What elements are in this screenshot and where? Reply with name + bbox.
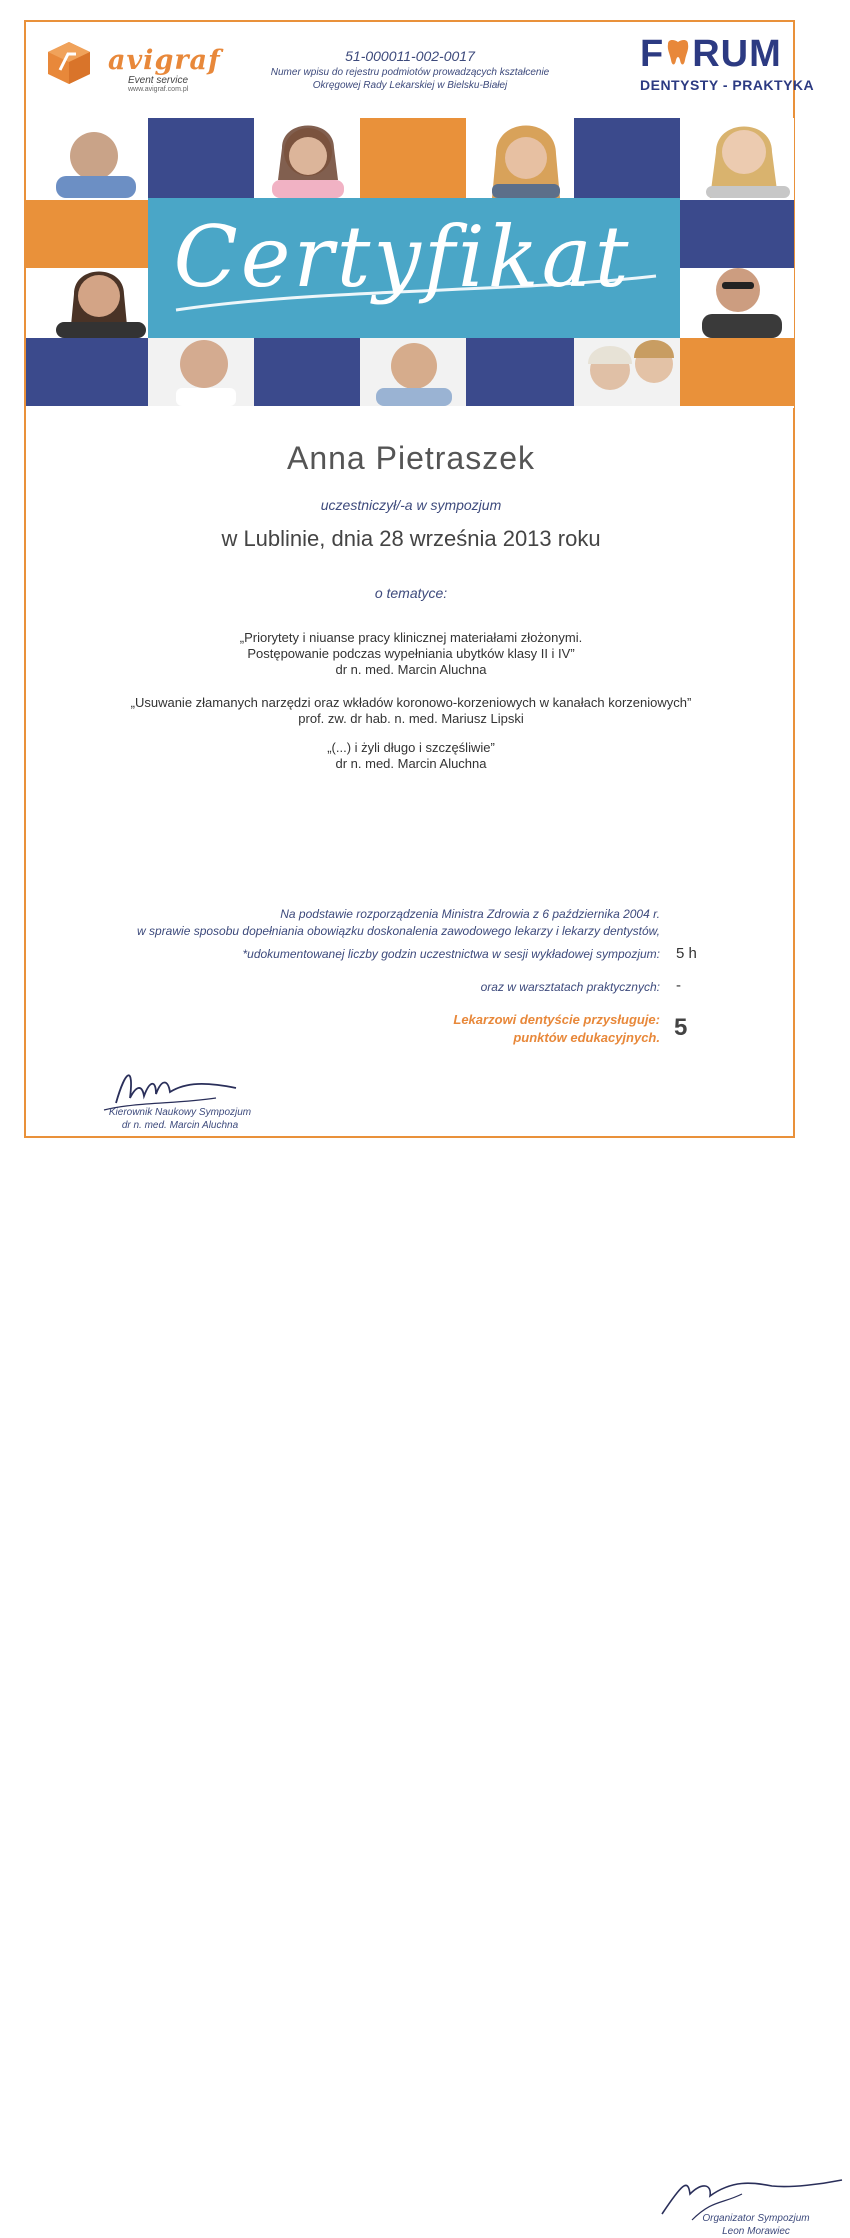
lecture-hours-value: 5 h — [676, 945, 697, 962]
forum-letters-rum: RUM — [692, 33, 782, 75]
legal-basis-line-2: w sprawie sposobu dopełniania obowiązku doskonalenia zawodowego lekarzy i lekarzy dentystów, — [137, 924, 660, 938]
banner-tile — [680, 200, 794, 268]
banner-tile — [360, 118, 466, 198]
workshop-hours-label: oraz w warsztatach praktycznych: — [480, 980, 660, 994]
lecture-title: „Usuwanie złamanych narzędzi oraz wkładów koronowo-korzeniowych w kanałach korzeniowych” — [130, 695, 692, 710]
forum-letter-f: F — [640, 33, 665, 75]
registry-description — [255, 66, 565, 92]
certificate-title: Certyfikat — [173, 208, 632, 306]
right-signatory — [656, 2212, 850, 2238]
registry-number: 51-000011-002-0017 — [345, 48, 475, 64]
lecture-speaker: prof. zw. dr hab. n. med. Mariusz Lipski — [298, 711, 524, 726]
lecture-speaker: dr n. med. Marcin Aluchna — [335, 756, 487, 771]
lecture-title: Postępowanie podczas wypełniania ubytków klasy II i IV” — [247, 646, 575, 661]
registry-desc-line-2: Okręgowej Rady Lekarskiej w Bielsku-Białej — [312, 80, 508, 91]
lecture-item — [40, 695, 782, 727]
registry-desc-line-1: Numer wpisu do rejestru podmiotów prowadzących kształcenie — [270, 67, 550, 78]
place-date: w Lublinie, dnia 28 września 2013 roku — [221, 526, 601, 551]
portrait-photo — [148, 338, 254, 406]
recipient-name: Anna Pietraszek — [286, 440, 535, 476]
lecture-title: „Priorytety i niuanse pracy klinicznej materiałami złożonymi. — [239, 630, 583, 645]
portrait-photo — [492, 126, 560, 199]
points-label-line-2: punktów edukacyjnych. — [513, 1030, 660, 1045]
lecture-item — [40, 740, 782, 772]
avigraf-brand-url: www.avigraf.com.pl — [128, 86, 189, 93]
banner-tile — [254, 338, 360, 406]
lecture-title: „(...) i żyli długo i szczęśliwie” — [327, 740, 495, 755]
forum-subtitle: DENTYSTY - PRAKTYKA — [640, 77, 815, 93]
lecture-hours-label: *udokumentowanej liczby godzin uczestnictwa w sesji wykładowej sympozjum: — [242, 947, 660, 961]
right-signatory-role: Organizator Sympozjum — [702, 2213, 810, 2224]
left-signatory — [90, 1106, 810, 2237]
tooth-icon — [664, 36, 692, 66]
topic-label: o tematyce: — [374, 585, 448, 601]
lecture-item — [40, 630, 782, 678]
forum-logo — [640, 34, 782, 74]
banner-tile — [26, 338, 148, 406]
banner-tile — [574, 118, 680, 198]
workshop-hours-value: - — [676, 977, 681, 994]
banner-tile — [148, 118, 254, 198]
lecture-speaker: dr n. med. Marcin Aluchna — [335, 662, 487, 677]
participation-text: uczestniczył/-a w sympozjum — [320, 497, 502, 513]
avigraf-brand-name: avigraf — [108, 45, 221, 76]
right-signatory-name: Leon Morawiec — [722, 2226, 790, 2237]
left-signatory-name: dr n. med. Marcin Aluchna — [121, 1120, 239, 1131]
portrait-photo — [360, 338, 466, 406]
points-value: 5 — [674, 1014, 688, 1041]
points-label-line-1: Lekarzowi dentyście przysługuje: — [453, 1012, 660, 1027]
banner-tile — [26, 200, 148, 268]
left-signatory-role: Kierownik Naukowy Sympozjum — [108, 1107, 252, 1118]
banner-tile — [680, 338, 794, 406]
banner-tile — [466, 338, 574, 406]
portrait-photo — [574, 338, 680, 406]
avigraf-logo-icon — [46, 40, 92, 86]
legal-basis-line-1: Na podstawie rozporządzenia Ministra Zdrowia z 6 października 2004 r. — [280, 907, 660, 921]
avigraf-brand-sub: Event service — [128, 75, 189, 86]
